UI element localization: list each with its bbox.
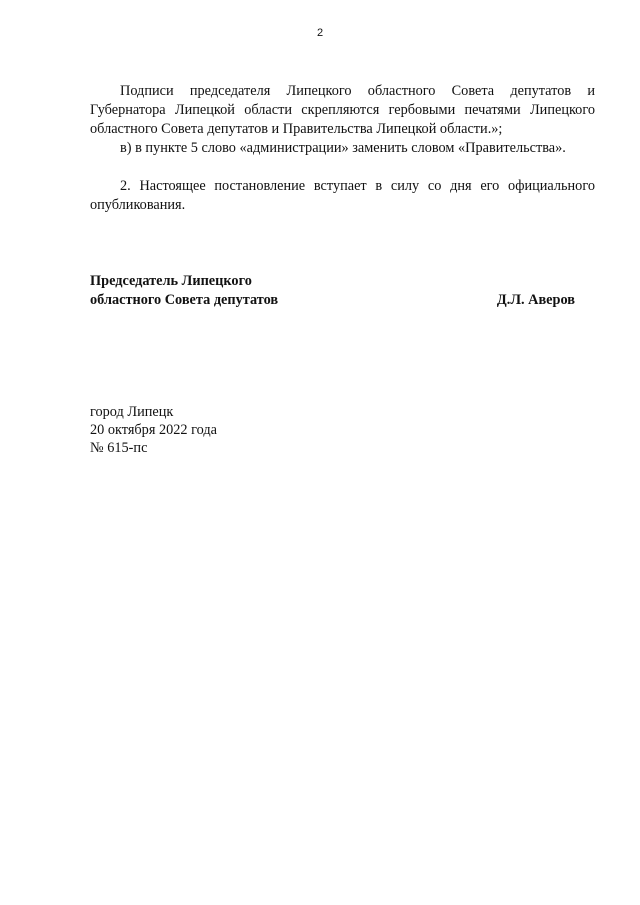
paragraph-signatures: Подписи председателя Липецкого областного Совета депутатов и Губернатора Липецкой области скрепляются гербовыми печатями Липецкого областного Совета депутатов и Правительства Липецкой области.»;: [90, 83, 595, 137]
signature-block: [90, 272, 595, 310]
footer-date: 20 октября 2022 года: [90, 422, 218, 438]
signatory-title-line1: Председатель Липецкого: [90, 273, 252, 289]
signature-line: [90, 291, 595, 310]
paragraph-effective-date: 2. Настоящее постановление вступает в силу со дня его официального опубликования.: [90, 178, 595, 213]
footer-city: город Липецк: [90, 404, 174, 420]
signatory-title-line2: областного Совета депутатов: [90, 292, 279, 308]
footer-number: № 615-пс: [90, 440, 148, 456]
document-footer: [90, 403, 217, 457]
page-number: 2: [316, 27, 324, 39]
document-body: [90, 82, 595, 215]
signatory-name: Д.Л. Аверов: [496, 292, 575, 308]
paragraph-amendment: в) в пункте 5 слово «администрации» заменить словом «Правительства».: [120, 140, 566, 156]
